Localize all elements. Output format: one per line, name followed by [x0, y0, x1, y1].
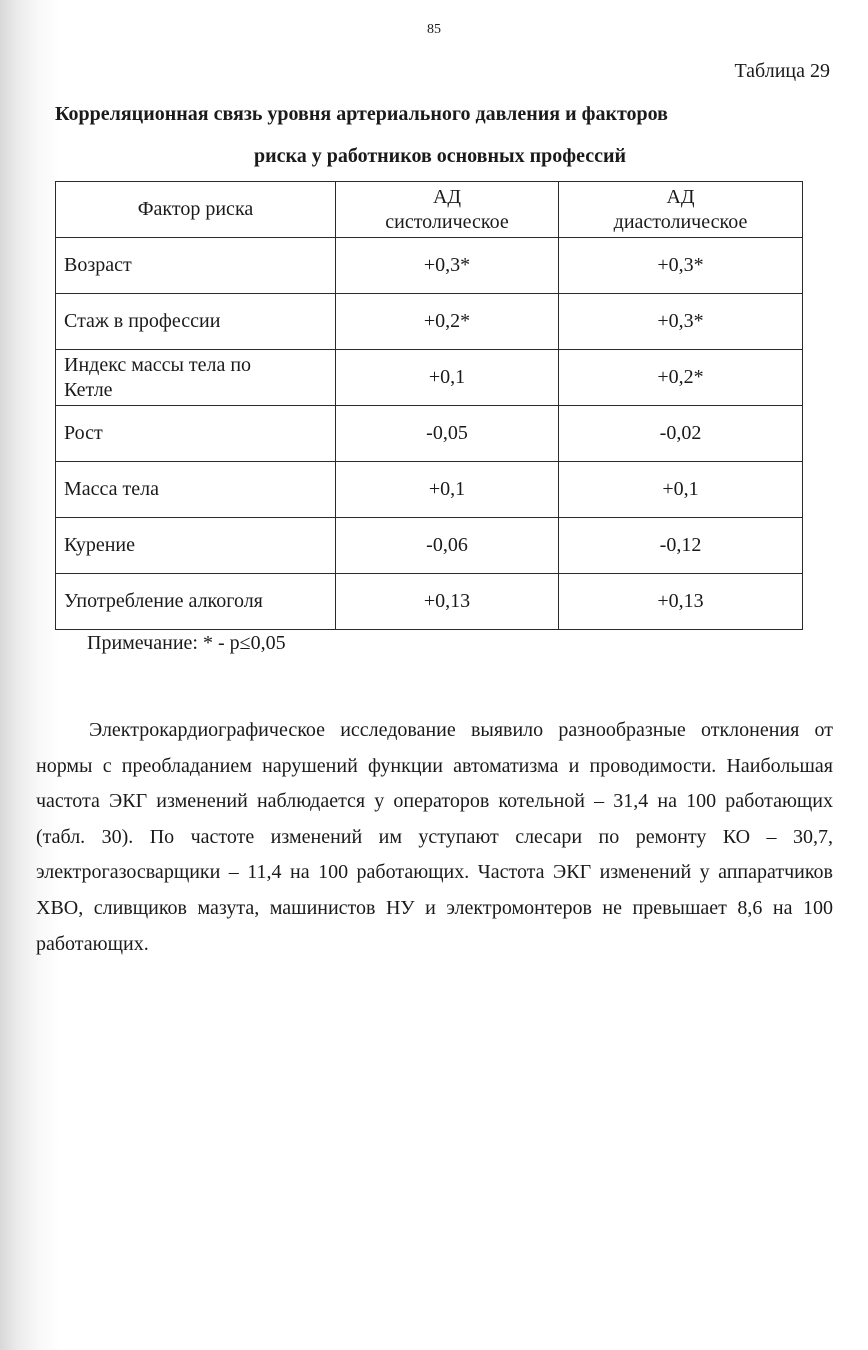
factor-cell: Употребление алкоголя — [56, 574, 336, 630]
table-title-line-1: Корреляционная связь уровня артериального давления и факторов — [55, 103, 668, 125]
table-label: Таблица 29 — [734, 60, 830, 82]
header-systolic-line-1: АД — [432, 185, 462, 208]
diastolic-cell: +0,3* — [559, 294, 803, 350]
systolic-cell: +0,1 — [336, 350, 559, 406]
header-factor — [56, 182, 336, 238]
header-diastolic — [559, 182, 803, 238]
diastolic-cell: -0,02 — [559, 406, 803, 462]
table-row — [56, 574, 803, 630]
factor-cell: Рост — [56, 406, 336, 462]
header-systolic — [336, 182, 559, 238]
systolic-cell: +0,13 — [336, 574, 559, 630]
table-title-line-2: риска у работников основных профессий — [253, 145, 627, 167]
factor-cell — [56, 350, 336, 406]
systolic-cell: +0,3* — [336, 238, 559, 294]
header-diastolic-line-2: диастолическое — [613, 210, 748, 233]
diastolic-cell: +0,1 — [559, 462, 803, 518]
factor-line-2: Кетле — [64, 378, 113, 401]
header-systolic-line-2: систолическое — [385, 210, 509, 233]
table-row — [56, 238, 803, 294]
correlation-table — [55, 181, 803, 630]
systolic-cell: -0,06 — [336, 518, 559, 574]
diastolic-cell: -0,12 — [559, 518, 803, 574]
factor-cell: Стаж в профессии — [56, 294, 336, 350]
table-header-row — [56, 182, 803, 238]
header-diastolic-line-1: АД — [666, 185, 695, 208]
diastolic-cell: +0,3* — [559, 238, 803, 294]
scan-edge-shadow — [0, 0, 60, 1350]
header-factor-label: Фактор риска — [137, 198, 254, 220]
systolic-cell: +0,1 — [336, 462, 559, 518]
table-row — [56, 350, 803, 406]
table-row — [56, 406, 803, 462]
diastolic-cell: +0,2* — [559, 350, 803, 406]
systolic-cell: +0,2* — [336, 294, 559, 350]
table-row — [56, 518, 803, 574]
table-note: Примечание: * - p≤0,05 — [87, 632, 286, 654]
diastolic-cell: +0,13 — [559, 574, 803, 630]
factor-cell: Масса тела — [56, 462, 336, 518]
factor-cell: Курение — [56, 518, 336, 574]
systolic-cell: -0,05 — [336, 406, 559, 462]
table-row — [56, 462, 803, 518]
page-number: 85 — [427, 22, 441, 37]
factor-cell: Возраст — [56, 238, 336, 294]
factor-line-1: Индекс массы тела по — [64, 353, 252, 376]
table-row — [56, 294, 803, 350]
body-paragraph: Электрокардиографическое исследование выявило разнообразные отклонения от нормы с преобладанием нарушений функции автоматизма и проводимости. Наибольшая частота ЭКГ изменений наблюдается у операторов котельной – 31,4 на 100 работающих (табл. 30). По частоте изменений им уступают слесари по ремонту КО – 30,7, электрогазосварщики – 11,4 на 100 работающих. Частота ЭКГ изменений у аппаратчиков ХВО, сливщиков мазута, машинистов НУ и электромонтеров не превышает 8,6 на 100 работающих. — [36, 719, 833, 955]
